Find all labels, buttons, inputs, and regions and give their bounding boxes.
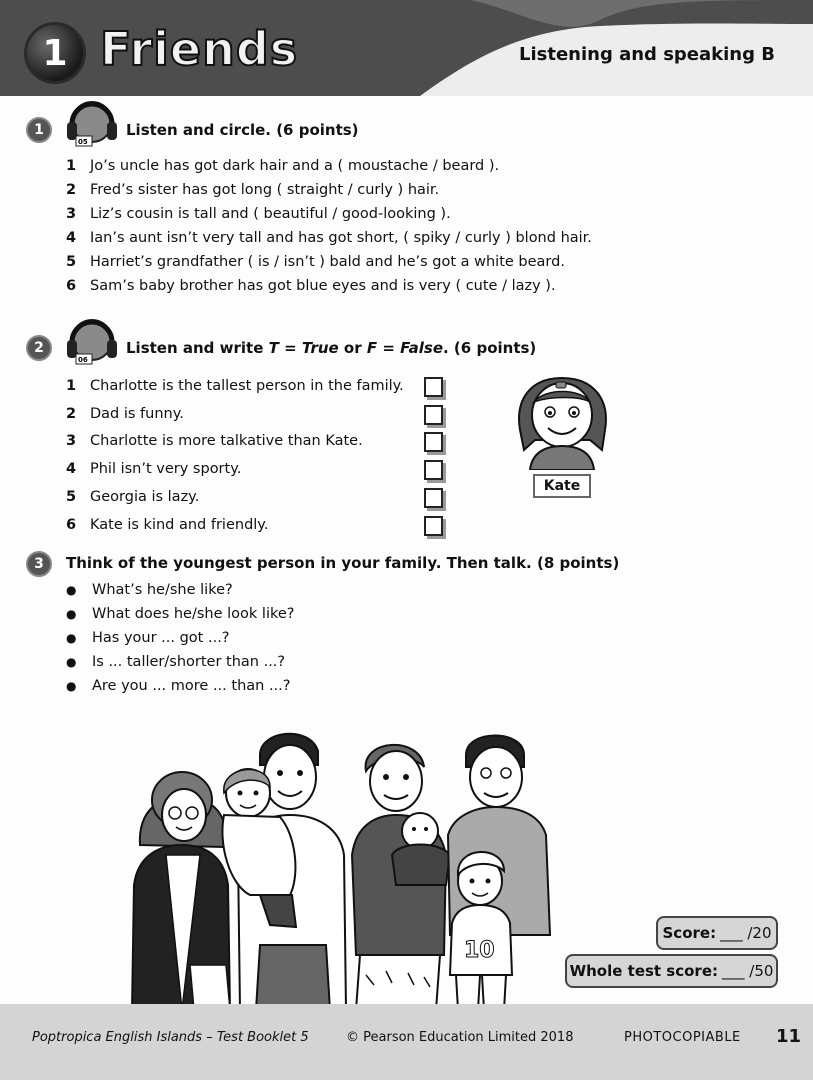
kate-illustration (510, 370, 615, 470)
grandmother-figure (132, 772, 230, 1010)
track-05-label: 05 (78, 138, 88, 146)
headphones-icon (64, 100, 120, 148)
ex1-item: 1 Jo’s uncle has got dark hair and a ( moustache / beard ). (66, 158, 500, 174)
ex1-item: 3 Liz’s cousin is tall and ( beautiful / good-looking ). (66, 206, 451, 222)
ex2-item: 5 Georgia is lazy. (66, 489, 200, 505)
whole-test-score-value: ___ /50 (722, 962, 774, 980)
kate-label: Kate (533, 474, 591, 498)
exercise-2-instruction: Listen and write T = True or F = False. (6 points) (126, 339, 537, 357)
page-header (0, 0, 813, 96)
ex3-bullet: ● What’s he/she like? (66, 582, 233, 598)
headphones-icon (64, 318, 120, 366)
unit-number-badge: 1 (24, 22, 86, 84)
answer-box-6[interactable] (424, 516, 443, 536)
score-box (656, 916, 778, 950)
answer-box-4[interactable] (424, 460, 443, 480)
whole-test-score-label: Whole test score: (569, 962, 719, 980)
ex3-bullet: ● Has your ... got ...? (66, 630, 230, 646)
ex3-bullet: ● What does he/she look like? (66, 606, 295, 622)
track-06-label: 06 (78, 356, 88, 364)
answer-box-3[interactable] (424, 432, 443, 452)
grandfather-figure (448, 736, 550, 936)
exercise-3-instruction: Think of the youngest person in your family. Then talk. (8 points) (66, 554, 620, 572)
answer-box-1[interactable] (424, 377, 443, 397)
answer-box-2[interactable] (424, 405, 443, 425)
exercise-1-instruction: Listen and circle. (6 points) (126, 121, 359, 139)
ex2-item: 2 Dad is funny. (66, 406, 184, 422)
exercise-3-number: 3 (26, 551, 52, 577)
ex2-item: 4 Phil isn’t very sporty. (66, 461, 242, 477)
exercise-2-number: 2 (26, 335, 52, 361)
exercise-1-number: 1 (26, 117, 52, 143)
footer-photocopiable: PHOTOCOPIABLE (624, 1030, 741, 1045)
ex2-item: 1 Charlotte is the tallest person in the family. (66, 378, 404, 394)
answer-box-5[interactable] (424, 488, 443, 508)
ex1-item: 6 Sam’s baby brother has got blue eyes and is very ( cute / lazy ). (66, 278, 556, 294)
unit-title: Friends (100, 22, 299, 76)
ex3-bullet: ● Is ... taller/shorter than ...? (66, 654, 286, 670)
shirt-number-text: 10 (464, 938, 495, 963)
ex1-item: 5 Harriet’s grandfather ( is / isn’t ) bald and he’s got a white beard. (66, 254, 565, 270)
footer-copyright: © Pearson Education Limited 2018 (346, 1030, 574, 1045)
score-value: ___ /20 (720, 924, 772, 942)
ex1-item: 2 Fred’s sister has got long ( straight / curly ) hair. (66, 182, 440, 198)
section-title: Listening and speaking B (518, 44, 775, 65)
whole-test-score-box (565, 954, 778, 988)
score-label: Score: (662, 924, 717, 942)
ex2-item: 6 Kate is kind and friendly. (66, 517, 269, 533)
ex1-item: 4 Ian’s aunt isn’t very tall and has got short, ( spiky / curly ) blond hair. (66, 230, 592, 246)
footer-booklet-title: Poptropica English Islands – Test Booklet 5 (32, 1030, 309, 1045)
ex3-bullet: ● Are you ... more ... than ...? (66, 678, 291, 694)
page-number: 11 (776, 1026, 802, 1047)
family-illustration (120, 715, 560, 1010)
ex2-item: 3 Charlotte is more talkative than Kate. (66, 433, 363, 449)
